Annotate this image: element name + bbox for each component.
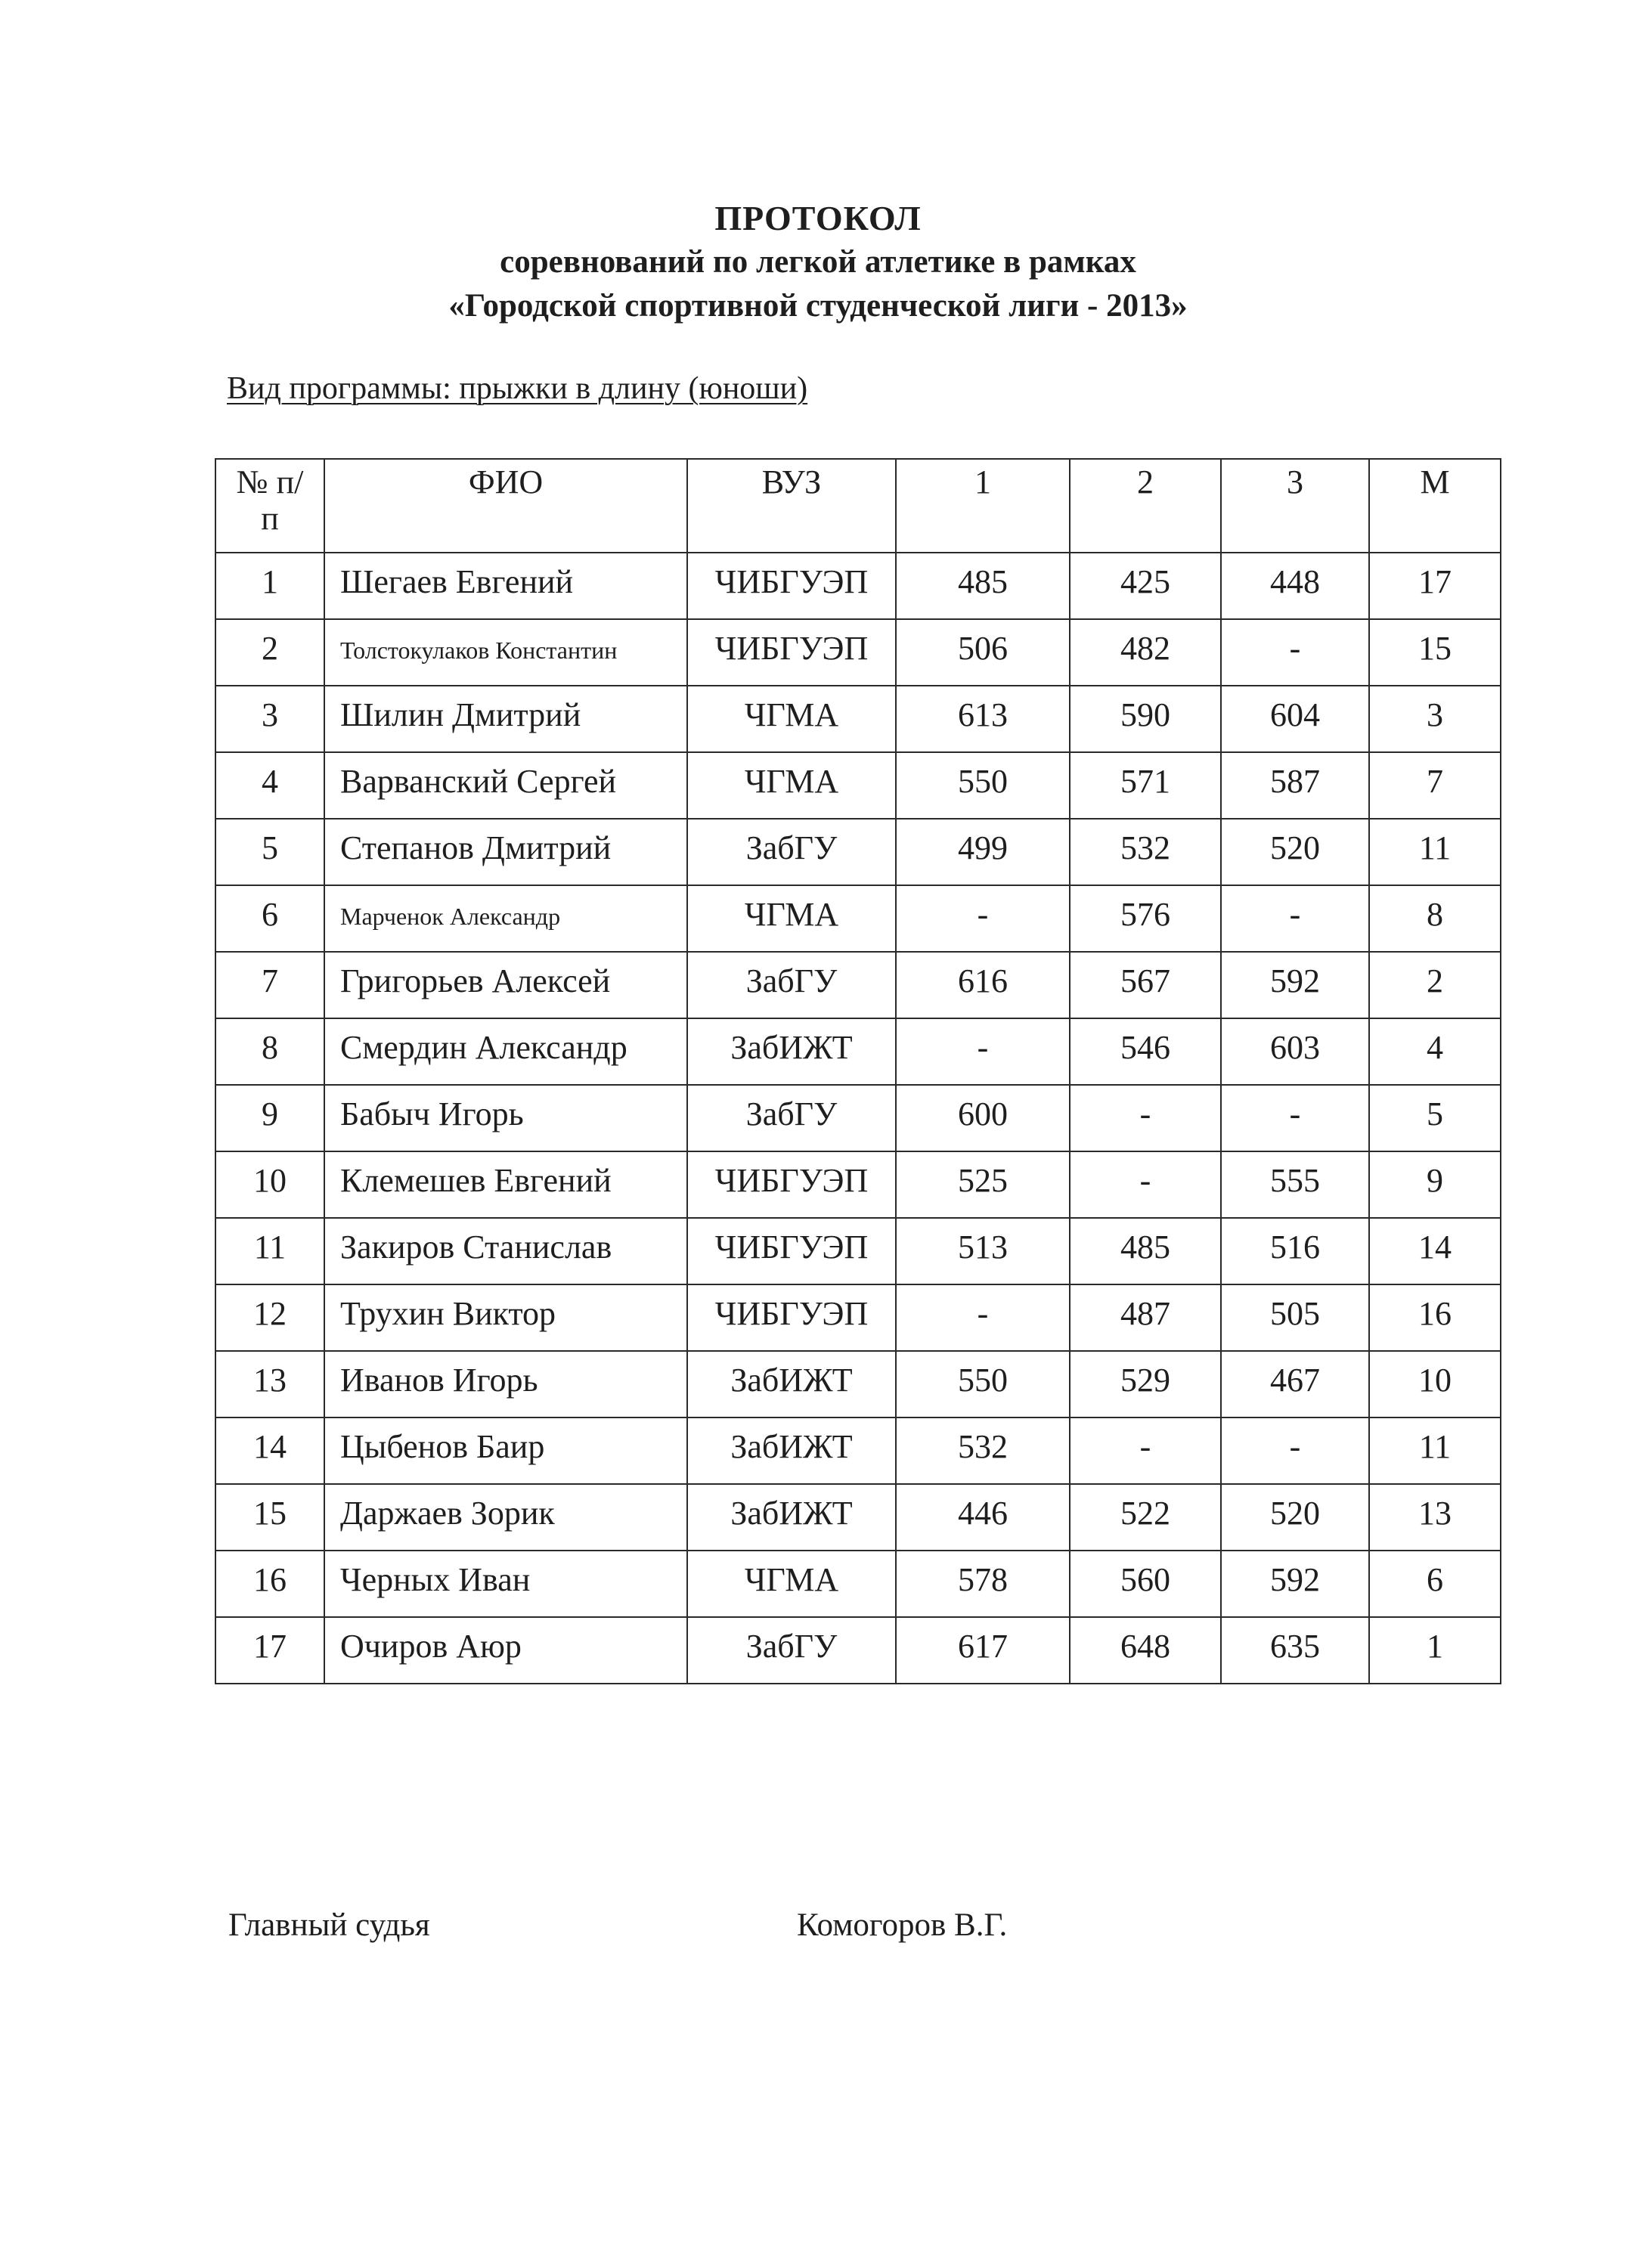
chief-judge-name: Комогоров В.Г. <box>797 1907 1008 1943</box>
row-attempt-3: 520 <box>1221 1484 1369 1551</box>
row-attempt-1: 600 <box>896 1085 1070 1151</box>
row-attempt-1: - <box>896 1284 1070 1351</box>
table-row <box>215 819 1501 885</box>
row-attempt-1: 499 <box>896 819 1070 885</box>
row-attempt-2: 648 <box>1070 1617 1221 1684</box>
row-num: 13 <box>215 1351 324 1418</box>
row-num: 12 <box>215 1284 324 1351</box>
row-attempt-3: - <box>1221 885 1369 952</box>
row-uni: ЗабГУ <box>687 1085 896 1151</box>
header-place: М <box>1369 459 1501 553</box>
table-row <box>215 619 1501 686</box>
document-subtitle-line1: соревнований по легкой атлетике в рамках <box>500 244 1136 280</box>
row-attempt-1: 485 <box>896 553 1070 619</box>
table-row <box>215 1151 1501 1218</box>
header-attempt-2: 2 <box>1070 459 1221 553</box>
table-row <box>215 1351 1501 1418</box>
row-attempt-3: 592 <box>1221 952 1369 1018</box>
row-place: 14 <box>1369 1218 1501 1284</box>
row-uni: ЗабГУ <box>687 819 896 885</box>
row-uni: ЧИБГУЭП <box>687 1218 896 1284</box>
row-attempt-3: 520 <box>1221 819 1369 885</box>
row-attempt-2: 590 <box>1070 686 1221 752</box>
row-name: Григорьев Алексей <box>324 952 687 1018</box>
row-attempt-2: 576 <box>1070 885 1221 952</box>
row-uni: ЧИБГУЭП <box>687 1151 896 1218</box>
row-uni: ЧГМА <box>687 885 896 952</box>
row-attempt-1: 578 <box>896 1551 1070 1617</box>
row-attempt-2: 529 <box>1070 1351 1221 1418</box>
row-name: Бабыч Игорь <box>324 1085 687 1151</box>
header-num: № п/п <box>215 459 324 553</box>
row-attempt-3: 505 <box>1221 1284 1369 1351</box>
row-num: 3 <box>215 686 324 752</box>
row-place: 17 <box>1369 553 1501 619</box>
program-type: Вид программы: прыжки в длину (юноши) <box>227 371 808 406</box>
table-row <box>215 1484 1501 1551</box>
row-place: 11 <box>1369 819 1501 885</box>
table-row <box>215 952 1501 1018</box>
row-place: 6 <box>1369 1551 1501 1617</box>
row-uni: ЗабГУ <box>687 1617 896 1684</box>
row-name: Черных Иван <box>324 1551 687 1617</box>
row-attempt-3: - <box>1221 1085 1369 1151</box>
table-header-row <box>215 459 1501 553</box>
row-attempt-2: 482 <box>1070 619 1221 686</box>
document-title: ПРОТОКОЛ <box>714 199 922 237</box>
row-uni: ЧИБГУЭП <box>687 619 896 686</box>
row-place: 2 <box>1369 952 1501 1018</box>
row-place: 5 <box>1369 1085 1501 1151</box>
row-name: Иванов Игорь <box>324 1351 687 1418</box>
row-place: 3 <box>1369 686 1501 752</box>
row-name: Шегаев Евгений <box>324 553 687 619</box>
chief-judge-label: Главный судья <box>228 1907 430 1943</box>
row-num: 1 <box>215 553 324 619</box>
row-name: Трухин Виктор <box>324 1284 687 1351</box>
row-attempt-3: 592 <box>1221 1551 1369 1617</box>
table-row <box>215 885 1501 952</box>
row-name: Закиров Станислав <box>324 1218 687 1284</box>
row-attempt-3: - <box>1221 1418 1369 1484</box>
row-attempt-3: 604 <box>1221 686 1369 752</box>
row-uni: ЧГМА <box>687 752 896 819</box>
row-name: Шилин Дмитрий <box>324 686 687 752</box>
row-uni: ЗабИЖТ <box>687 1484 896 1551</box>
row-uni: ЗабИЖТ <box>687 1351 896 1418</box>
row-attempt-2: 532 <box>1070 819 1221 885</box>
row-uni: ЧИБГУЭП <box>687 1284 896 1351</box>
row-attempt-3: 555 <box>1221 1151 1369 1218</box>
row-attempt-3: 587 <box>1221 752 1369 819</box>
row-attempt-1: 532 <box>896 1418 1070 1484</box>
table-row <box>215 686 1501 752</box>
table-row <box>215 1551 1501 1617</box>
table-row <box>215 1284 1501 1351</box>
row-attempt-1: - <box>896 885 1070 952</box>
row-num: 6 <box>215 885 324 952</box>
row-attempt-2: 571 <box>1070 752 1221 819</box>
row-attempt-2: - <box>1070 1151 1221 1218</box>
row-num: 8 <box>215 1018 324 1085</box>
row-num: 14 <box>215 1418 324 1484</box>
row-name: Марченок Александр <box>324 885 687 952</box>
row-attempt-1: 550 <box>896 752 1070 819</box>
row-name: Смердин Александр <box>324 1018 687 1085</box>
row-num: 11 <box>215 1218 324 1284</box>
row-attempt-3: 635 <box>1221 1617 1369 1684</box>
row-num: 15 <box>215 1484 324 1551</box>
row-attempt-2: 487 <box>1070 1284 1221 1351</box>
row-num: 10 <box>215 1151 324 1218</box>
document-subtitle-line2: «Городской спортивной студенческой лиги - 2013» <box>448 288 1188 324</box>
row-attempt-1: 617 <box>896 1617 1070 1684</box>
header-attempt-1: 1 <box>896 459 1070 553</box>
row-attempt-2: 567 <box>1070 952 1221 1018</box>
row-name: Толстокулаков Константин <box>324 619 687 686</box>
row-num: 7 <box>215 952 324 1018</box>
row-name: Даржаев Зорик <box>324 1484 687 1551</box>
table-row <box>215 1085 1501 1151</box>
row-num: 5 <box>215 819 324 885</box>
row-attempt-3: 516 <box>1221 1218 1369 1284</box>
row-num: 17 <box>215 1617 324 1684</box>
row-attempt-3: - <box>1221 619 1369 686</box>
row-attempt-3: 467 <box>1221 1351 1369 1418</box>
row-place: 13 <box>1369 1484 1501 1551</box>
table-row <box>215 1218 1501 1284</box>
row-uni: ЗабГУ <box>687 952 896 1018</box>
row-attempt-1: 616 <box>896 952 1070 1018</box>
row-name: Варванский Сергей <box>324 752 687 819</box>
table-row <box>215 752 1501 819</box>
row-attempt-2: 425 <box>1070 553 1221 619</box>
row-attempt-2: 546 <box>1070 1018 1221 1085</box>
row-attempt-2: 485 <box>1070 1218 1221 1284</box>
row-uni: ЗабИЖТ <box>687 1018 896 1085</box>
row-attempt-1: 550 <box>896 1351 1070 1418</box>
row-place: 11 <box>1369 1418 1501 1484</box>
row-place: 9 <box>1369 1151 1501 1218</box>
header-attempt-3: 3 <box>1221 459 1369 553</box>
row-place: 1 <box>1369 1617 1501 1684</box>
row-attempt-2: - <box>1070 1085 1221 1151</box>
table-row <box>215 1418 1501 1484</box>
row-attempt-3: 603 <box>1221 1018 1369 1085</box>
row-place: 7 <box>1369 752 1501 819</box>
row-attempt-1: 506 <box>896 619 1070 686</box>
row-place: 8 <box>1369 885 1501 952</box>
row-attempt-1: 446 <box>896 1484 1070 1551</box>
row-attempt-1: 513 <box>896 1218 1070 1284</box>
row-name: Клемешев Евгений <box>324 1151 687 1218</box>
row-name: Очиров Аюр <box>324 1617 687 1684</box>
table-row <box>215 1617 1501 1684</box>
row-attempt-1: 525 <box>896 1151 1070 1218</box>
row-attempt-2: 560 <box>1070 1551 1221 1617</box>
row-num: 16 <box>215 1551 324 1617</box>
row-attempt-2: 522 <box>1070 1484 1221 1551</box>
row-attempt-2: - <box>1070 1418 1221 1484</box>
row-name: Степанов Дмитрий <box>324 819 687 885</box>
row-num: 2 <box>215 619 324 686</box>
row-num: 9 <box>215 1085 324 1151</box>
row-place: 4 <box>1369 1018 1501 1085</box>
row-place: 15 <box>1369 619 1501 686</box>
results-table <box>215 458 1501 1684</box>
header-name: ФИО <box>324 459 687 553</box>
header-uni: ВУЗ <box>687 459 896 553</box>
row-attempt-3: 448 <box>1221 553 1369 619</box>
row-uni: ЧИБГУЭП <box>687 553 896 619</box>
row-num: 4 <box>215 752 324 819</box>
row-name: Цыбенов Баир <box>324 1418 687 1484</box>
row-place: 10 <box>1369 1351 1501 1418</box>
row-attempt-1: 613 <box>896 686 1070 752</box>
row-place: 16 <box>1369 1284 1501 1351</box>
row-attempt-1: - <box>896 1018 1070 1085</box>
row-uni: ЧГМА <box>687 686 896 752</box>
table-row <box>215 553 1501 619</box>
row-uni: ЧГМА <box>687 1551 896 1617</box>
row-uni: ЗабИЖТ <box>687 1418 896 1484</box>
table-row <box>215 1018 1501 1085</box>
